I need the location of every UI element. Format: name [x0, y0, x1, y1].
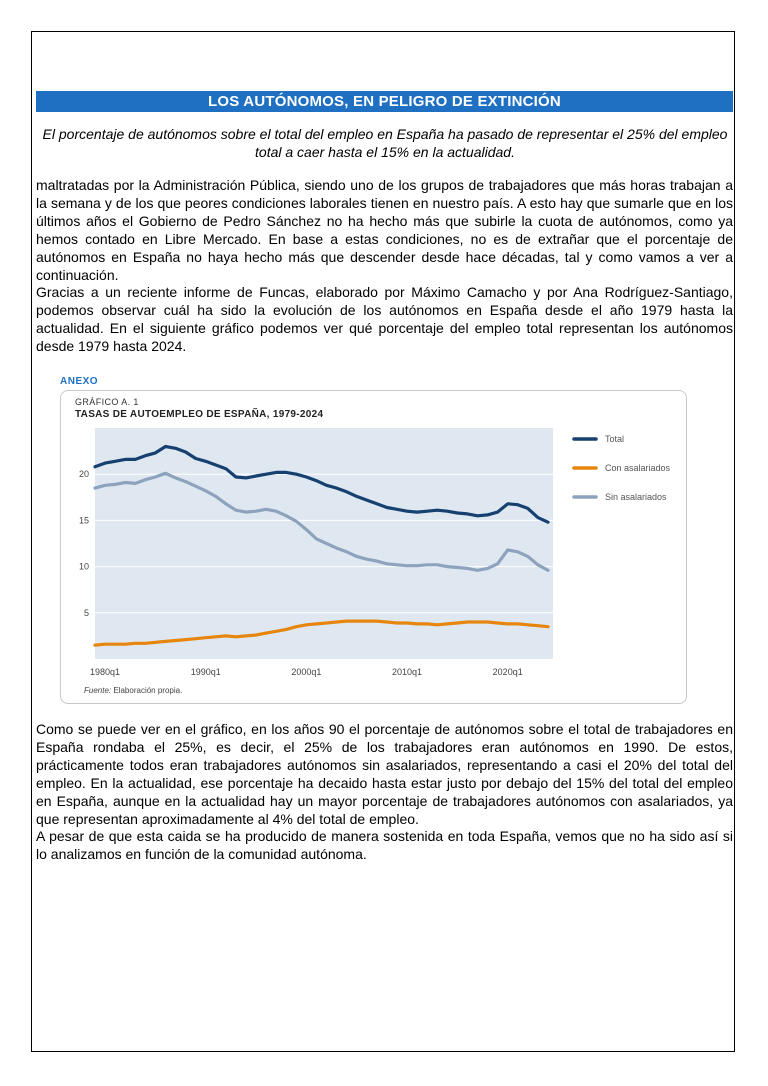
- x-tick-label: 1980q1: [90, 667, 121, 677]
- article-subtitle: El porcentaje de autónomos sobre el total del empleo en España ha pasado de representar el 25% del empleo total a caer hasta el 15% en la actualidad.: [42, 126, 728, 160]
- section-banner: [36, 91, 733, 112]
- legend-label: Total: [605, 434, 625, 444]
- figure-source-text: Elaboración propia.: [111, 686, 183, 695]
- y-tick-label: 20: [78, 469, 89, 480]
- paragraph-4: A pesar de que esta caida se ha producido de manera sostenida en toda España, vemos que no ha sido así si lo analizamos en función de la comunidad autónoma.: [36, 828, 733, 862]
- paragraph-2: Gracias a un reciente informe de Funcas, elaborado por Máximo Camacho y por Ana Rodríguez-Santiago, podemos observar cuál ha sido la evolución de los autónomos en España desde el año 1979 hasta la actualidad. En el siguiente gráfico podemos ver qué porcentaje del empleo total representan los autónomos desde 1979 hasta 2024.: [36, 284, 733, 354]
- y-tick-label: 10: [78, 561, 89, 572]
- y-tick-label: 5: [83, 607, 89, 618]
- x-tick-label: 1990q1: [190, 667, 221, 677]
- figure-source: [84, 686, 182, 695]
- figure-label: GRÁFICO A. 1: [75, 397, 139, 407]
- legend-label: Sin asalariados: [605, 492, 667, 502]
- figure-source-prefix: Fuente:: [84, 686, 112, 695]
- legend-label: Con asalariados: [605, 463, 671, 473]
- paragraph-3: Como se puede ver en el gráfico, en los años 90 el porcentaje de autónomos sobre el total de trabajadores en España rondaba el 25%, es decir, el 25% de los trabajadores eran autónomos en 1990. De estos, prácticamente todos eran trabajadores autónomos sin asalariados, representando a casi el 20% del total del empleo. En la actualidad, ese porcentaje ha decaido hasta estar justo por debajo del 15% del total del empleo en España, aunque en la actualidad hay un mayor porcentaje de trabajadores autónomos con asalariados, ya que representan aproximadamente al 4% del total de empleo.: [36, 721, 733, 827]
- banner-title: LOS AUTÓNOMOS, EN PELIGRO DE EXTINCIÓN: [208, 93, 561, 110]
- self-employment-chart: [60, 390, 687, 704]
- y-tick-label: 15: [78, 515, 89, 526]
- x-tick-label: 2000q1: [291, 667, 322, 677]
- annex-label: ANEXO: [60, 376, 99, 387]
- figure-title: TASAS DE AUTOEMPLEO DE ESPAÑA, 1979-2024: [75, 409, 324, 420]
- x-tick-label: 2010q1: [392, 667, 423, 677]
- x-tick-label: 2020q1: [492, 667, 523, 677]
- paragraph-1: maltratadas por la Administración Pública, siendo uno de los grupos de trabajadores que más horas trabajan a la semana y de los que peores condiciones laborales tienen en nuestro país. A esto hay que sumarle que en los últimos años el Gobierno de Pedro Sánchez no ha hecho más que subirle la cuota de autónomos, como ya hemos contado en Libre Mercado. En base a estas condiciones, no es de extrañar que el porcentaje de autónomos en España no haya hecho más que descender desde hace décadas, tal y como vamos a ver a continuación.: [36, 177, 733, 283]
